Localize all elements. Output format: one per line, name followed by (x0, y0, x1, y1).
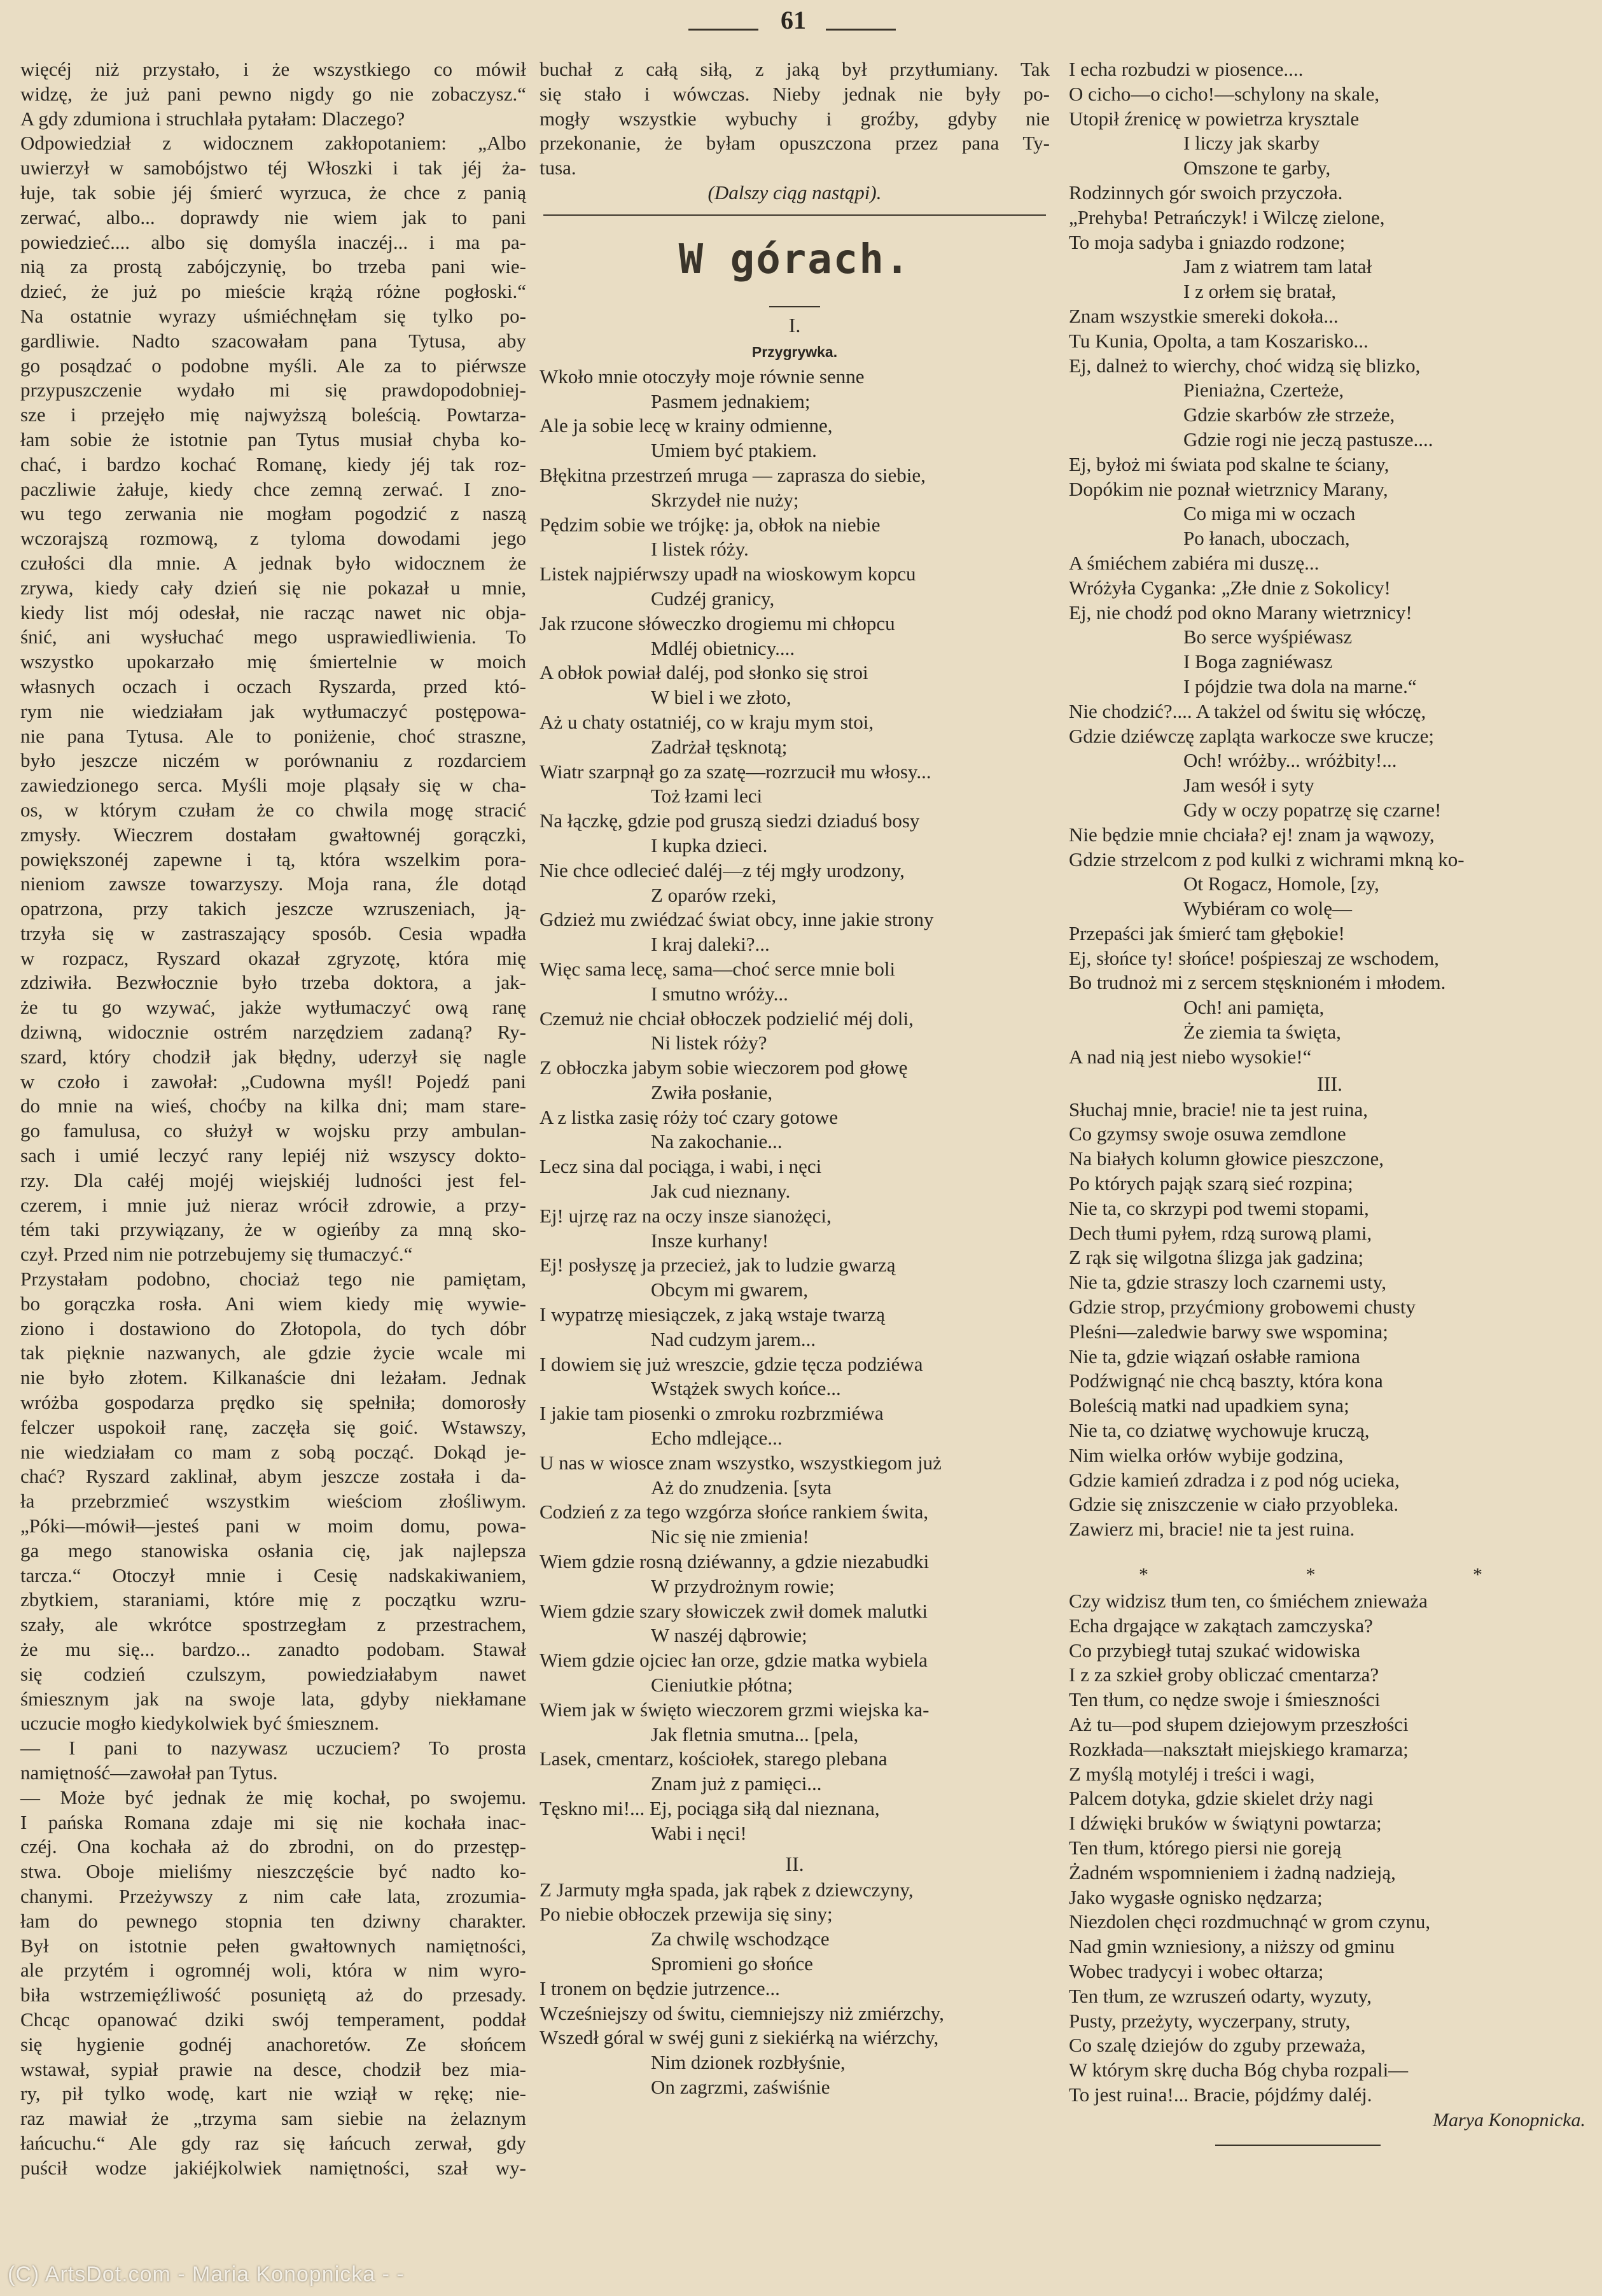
article-line: wczorajszą rozmową, z tyloma dowodami jego (20, 527, 526, 550)
part-1-subtitle: Przygrywka. (751, 343, 838, 360)
article-line: się hygienie godnéj anachoretów. Ze słońcem (20, 2033, 526, 2055)
article-line: „Póki—mówił—jesteś pani w moim domu, powa- (20, 1515, 526, 1537)
article-line: łam do pewnego stopnia ten dziwny charakter. (20, 1909, 526, 1932)
article-line: się codzień czulszym, powiedziałabym nawet (20, 1662, 526, 1685)
article-line: tarcza.“ Otoczył mnie i Cesię nadskakiwaniem, (20, 1564, 526, 1586)
part-3-verses (1069, 1098, 1591, 1542)
verse-line: Znam wszystkie smereki dokoła... (1069, 304, 1339, 327)
verse-line: Niezdolen chęci rozdmuchnąć w grom czynu, (1069, 1910, 1431, 1933)
verse-line: Nie ta, gdzie wiązań osłabłe ramiona (1069, 1345, 1360, 1368)
article-line: zmysły. Wieczrem dostałam gwałtownéj gorączki, (20, 823, 526, 846)
article-line: — Może być jednak że mię kochał, po swojemu. (20, 1786, 526, 1809)
verse-line: Wabi i nęci! (651, 1821, 747, 1844)
verse-line: Żadném wspomnieniem i żadną nadzieją, (1069, 1861, 1396, 1884)
verse-line: Nie chodzić?.... A takżel od świtu się włóczę, (1069, 699, 1426, 722)
article-line: uwierzył w samobójstwo téj Włoszki i tak jéj ża- (20, 157, 526, 179)
verse-line: Umiem być ptakiem. (651, 439, 817, 462)
verse-line: Cieniutkie płótna; (651, 1674, 793, 1697)
verse-line: Gdy w oczy popatrzę się czarne! (1183, 798, 1442, 821)
verse-line: W którym skrę ducha Bóg chyba rozpali— (1069, 2059, 1409, 2082)
article-line: łuje, tak sobie jéj śmierć wyrzuca, że chce z panią (20, 181, 526, 204)
article-line: trzyła się w zastraszający sposób. Cesia wpadła (20, 921, 526, 944)
article-line: os, w którym czułam że co chwila mogę stracić (20, 798, 526, 821)
header-rule-left (688, 29, 758, 31)
verse-line: Ten tłum, ze wzruszeń odarty, wyzuty, (1069, 1984, 1372, 2007)
verse-line: Z rąk się wilgotna ślizga jak gadzina; (1069, 1246, 1364, 1269)
article-line: buchał z całą siłą, z jaką był przytłumiany. Tak (540, 58, 1050, 80)
verse-line: Palcem dotyka, gdzie skielet drży nagi (1069, 1787, 1374, 1810)
verse-line: Ni listek róży? (651, 1032, 767, 1054)
verse-line: Bo trudnoż mi z sercem stęsknioném i młodem. (1069, 971, 1446, 994)
article-line: w rozpacz, Ryszard okazał zgryzotę, która mię (20, 946, 526, 969)
article-line: stwa. Oboje mieliśmy nieszczęście być nadto ko- (20, 1860, 526, 1883)
verse-line: Rozkłada—nakształt miejskiego kramarza; (1069, 1737, 1409, 1760)
verse-line: Na łączkę, gdzie pod gruszą siedzi dziaduś bosy (540, 809, 920, 832)
verse-line: Omszone te garby, (1183, 157, 1331, 179)
part-2-numeral: II. (785, 1852, 804, 1875)
verse-line: Na zakochanie... (651, 1130, 783, 1153)
article-line: przypuszczenie wydało mi się prawdopodobniej- (20, 379, 526, 402)
article-line: łańcuchu.“ Ale gdy raz się łańcuch zerwał, gdy (20, 2131, 526, 2154)
article-line: było jeszcze niczém w porównaniu z rozdarciem (20, 749, 526, 772)
verse-line: Insze kurhany! (651, 1229, 769, 1252)
verse-line: Nad cudzym jarem... (651, 1327, 816, 1350)
article-line: sach i umié leczyć rany lepiéj niż wszyscy dokto- (20, 1144, 526, 1167)
verse-line: Po których pająk szarą sieć rozpina; (1069, 1172, 1353, 1195)
part-1-verses (540, 365, 1050, 1846)
verse-line: Boleścią matki nad upadkiem syna; (1069, 1394, 1349, 1417)
verse-line: Zwiła posłanie, (651, 1081, 773, 1103)
verse-line: Echa drgające w zakątach zamczyska? (1069, 1614, 1373, 1637)
title-rule (769, 306, 820, 307)
article-line: czéj. Ona kochała aż do zbrodni, on do przestęp- (20, 1835, 526, 1858)
verse-line: Wiem gdzie szary słowiczek zwił domek malutki (540, 1599, 928, 1622)
verse-line: I echa rozbudzi w piosence.... (1069, 58, 1304, 80)
continued-note: (Dalszy ciąg nastąpi). (707, 181, 882, 204)
verse-line: Gdzie strop, przyćmiony grobowemi chusty (1069, 1296, 1416, 1319)
article-line: nią za prostą zabójczynię, bo trzeba pani wie- (20, 255, 526, 278)
verse-line: I wypatrzę miesiączek, z jaką wstaje twarzą (540, 1303, 886, 1326)
verse-line: Czemuż nie chciał obłoczek podzielić méj doli, (540, 1007, 914, 1030)
verse-line: Pusty, przeżyty, wyczerpany, struty, (1069, 2009, 1351, 2032)
verse-line: Aż do znudzenia. [syta (651, 1476, 832, 1499)
part-4-verses (1069, 1589, 1591, 2108)
article-line: dziwną, widocznie ostrém narzędziem zadaną? Ry- (20, 1021, 526, 1044)
verse-line: Na białych kolumn głowice pieszczone, (1069, 1147, 1384, 1170)
verse-line: Wstążek swych końce... (651, 1377, 841, 1400)
verse-line: Wybiéram co wolę— (1183, 897, 1352, 920)
verse-line: Po niebie obłoczek przewija się siny; (540, 1903, 833, 1926)
article-line: nie było złotem. Kilkanaście dni leżałam. Jednak (20, 1366, 526, 1389)
article-line: go famulusa, co służył w wojsku przy ambulan- (20, 1119, 526, 1142)
article-line: wróżba gospodarza prędko się spełniła; domorosły (20, 1391, 526, 1414)
article-line: ła przebrzmieć wszystkim wieściom złośliwym. (20, 1490, 526, 1513)
verse-line: Więc sama lecę, sama—choć serce mnie boli (540, 957, 896, 980)
verse-line: Z obłoczka jabym sobie wieczorem pod głowę (540, 1056, 908, 1079)
verse-line: Nie ta, co skrzypi pod twemi stopami, (1069, 1196, 1369, 1219)
verse-line: Nad gmin wzniesiony, a niższy od gminu (1069, 1935, 1395, 1958)
verse-line: Ale ja sobie lecę w krainy odmienne, (540, 414, 833, 437)
verse-line: Gdzie dziéwczę zapląta warkocze swe krucze; (1069, 724, 1434, 747)
verse-line: Jak rzucone słóweczko drogiemu mi chłopcu (540, 612, 895, 634)
verse-line: „Prehyba! Petrańczyk! i Wilczę zielone, (1069, 206, 1385, 228)
article-line: przekonanie, że byłam opuszczona przez pana Ty- (540, 132, 1050, 155)
article-line: ziono i dostawiono do Złotopola, do tych dóbr (20, 1317, 526, 1340)
verse-line: I z za szkieł groby obliczać cmentarza? (1069, 1663, 1379, 1686)
article-line: się stało i wówczas. Nieby jednak nie były po- (540, 82, 1050, 105)
verse-line: Pleśni—zaledwie barwy swe wspomina; (1069, 1320, 1388, 1343)
verse-line: Z Jarmuty mgła spada, jak rąbek z dziewczyny, (540, 1878, 914, 1901)
verse-line: On zagrzmi, zaświśnie (651, 2075, 830, 2098)
verse-line: Co przybiegł tutaj szukać widowiska (1069, 1639, 1361, 1662)
verse-line: I kraj daleki?... (651, 933, 770, 956)
verse-line: Aż u chaty ostatniéj, co w kraju mym stoi, (540, 710, 874, 733)
article-line: — I pani to nazywasz uczuciem? To prosta (20, 1737, 526, 1760)
verse-line: Och! wróżby... wróżbity!... (1183, 749, 1397, 772)
verse-line: To jest ruina!... Bracie, pójdźmy daléj. (1069, 2083, 1372, 2106)
verse-line: Wcześniejszy od świtu, ciemniejszy niż zmiérzchy, (540, 2001, 944, 2024)
verse-line: Gdzie kamień zdradza i z pod nóg ucieka, (1069, 1468, 1400, 1491)
verse-line: Dopókim nie poznał wietrznicy Marany, (1069, 477, 1388, 500)
verse-line: Nic się nie zmienia! (651, 1525, 809, 1548)
article-line: że mu się... bardzo... zanadto podobam. Stawał (20, 1638, 526, 1660)
verse-line: I liczy jak skarby (1183, 132, 1320, 155)
article-line: felczer uspokoił ranę, zaczęła się goić. Wstawszy, (20, 1415, 526, 1438)
article-line: bo gorączka rosła. Ani wiem kiedy mię wywie- (20, 1292, 526, 1315)
verse-line: I smutno wróży... (651, 982, 788, 1005)
verse-line: Wkoło mnie otoczyły moje równie senne (540, 365, 865, 388)
verse-line: I pójdzie twa dola na marne.“ (1183, 675, 1417, 697)
verse-line: Pasmem jednakiem; (651, 389, 811, 412)
article-line: tusa. (540, 157, 576, 179)
article-line: więcéj niż przystało, i że wszystkiego co mówił (20, 58, 526, 80)
article-line: czułości dla mnie. A jednak było widocznem że (20, 551, 526, 574)
verse-line: Z oparów rzeki, (651, 883, 777, 906)
verse-line: Słuchaj mnie, bracie! nie ta jest ruina, (1069, 1098, 1368, 1121)
verse-line: Nim wielka orłów wybije godzina, (1069, 1443, 1344, 1466)
verse-line: Co gzymsy swoje osuwa zemdlone (1069, 1123, 1346, 1145)
article-line: zrywa, kiedy cały dzień się nie pokazał u mnie, (20, 576, 526, 599)
verse-line: Znam już z pamięci... (651, 1772, 822, 1795)
verse-line: Mdléj obietnicy.... (651, 636, 795, 659)
verse-line: Ej, byłoż mi świata pod skalne te ściany, (1069, 452, 1390, 475)
verse-line: Gdzie się zniszczenie w ciało przyoblekа. (1069, 1493, 1399, 1516)
verse-line: I dowiem się już wreszcie, gdzie tęcza podziéwa (540, 1352, 923, 1375)
article-line: śmiesznym jak na swoje lata, gdyby niekłamane (20, 1687, 526, 1710)
article-line: zbytkiem, staraniami, które mię z początku wzru- (20, 1588, 526, 1611)
article-line: chać, i bardzo kochać Romanę, kiedy jéj tak roz- (20, 452, 526, 475)
article-line: opatrzona, przy takich jeszcze wzruszeniach, ją- (20, 897, 526, 920)
article-line: ale przytém i ogromnéj woli, która w nim wyro- (20, 1959, 526, 1982)
header-rule-right (826, 29, 896, 31)
verse-line: Gdzie rogi nie jeczą pastusze.... (1183, 428, 1433, 451)
story-ending (540, 57, 1050, 181)
verse-line: A z listka zasię róży toć czary gotowe (540, 1105, 839, 1128)
verse-line: Ej, dalneż to wierchy, choć widzą się blizko, (1069, 354, 1421, 377)
verse-line: Błękitna przestrzeń mruga — zaprasza do siebie, (540, 463, 926, 486)
verse-line: A nad nią jest niebo wysokie!“ (1069, 1045, 1312, 1068)
article-line: szard, który chodził jak błędny, uderzył się nagle (20, 1045, 526, 1068)
article-line: do mnie na wieś, choćby na kilka dni; mam stare- (20, 1095, 526, 1117)
article-line: w czoło i zawołał: „Cudowna myśl! Pojedź pani (20, 1070, 526, 1093)
verse-line: Podźwignąć nie chcą baszty, która kona (1069, 1369, 1383, 1392)
article-line: Chcąc opanować dziki swój temperament, poddał (20, 2008, 526, 2031)
article-line: chanymi. Przeżywszy z nim całe lata, zrozumia- (20, 1884, 526, 1907)
author-signature: Marya Konopnicka. (1433, 2109, 1585, 2131)
end-rule (1215, 2145, 1381, 2146)
verse-line: Toż łzami leci (651, 785, 763, 808)
page-number: 61 (781, 6, 806, 34)
article-line: go posądzać o podobne myśli. Ale za to piérwsze (20, 354, 526, 377)
article-line: czerem, i mnie już nieraz wrócił zdrowie, a przy- (20, 1193, 526, 1216)
verse-line: Wróżyła Cyganka: „Złe dnie z Sokolicy! (1069, 576, 1391, 599)
verse-line: Czy widzisz tłum ten, co śmiéchem znieważa (1069, 1590, 1428, 1613)
verse-line: Co miga mi w oczach (1183, 502, 1356, 525)
column-2 (540, 57, 1050, 2100)
article-line: biła wstrzemięźliwość posuniętą aż do przesady. (20, 1984, 526, 2006)
verse-line: Lasek, cmentarz, kościołek, starego plebana (540, 1747, 888, 1770)
verse-line: Nie ta, gdzie straszy loch czarnemi usty, (1069, 1271, 1386, 1294)
verse-line: I Boga zagniéwasz (1183, 650, 1333, 673)
article-line: czył. Przed nim nie potrzebujemy się tłumaczyć.“ (20, 1243, 413, 1266)
verse-line: Że ziemia ta święta, (1183, 1021, 1341, 1044)
verse-line: Ot Rogacz, Homole, [zy, (1183, 872, 1379, 895)
column-1 (20, 57, 526, 2181)
verse-line: Listek najpiérwszy upadł na wioskowym kopcu (540, 563, 916, 585)
verse-line: Nie ta, co dziatwę wychowuje kruczą, (1069, 1419, 1370, 1442)
verse-line: Cudzéj granicy, (651, 587, 775, 610)
column-3 (1069, 57, 1591, 2150)
article-line: puścił wodze jakiéjkolwiek namiętności, szał wy- (20, 2156, 526, 2179)
verse-line: Ej, nie chodź pod okno Marany wietrznicy! (1069, 601, 1412, 624)
article-line: Na ostatnie wyrazy uśmiéchnęłam się tylko po- (20, 304, 526, 327)
verse-line: I dźwięki bruków w świątyni powtarza; (1069, 1812, 1382, 1835)
article-line: śnić, ani wysłuchać mego usprawiedliwienia. To (20, 626, 526, 648)
verse-line: Ej! posłyszę ja przecież, jak to ludzie gwarzą (540, 1254, 896, 1277)
article-line: zerwać, albo... doprawdy nie wiem jak to pani (20, 206, 526, 228)
verse-line: Za chwilę wschodzące (651, 1928, 830, 1950)
article-line: zdziwiła. Bezwłocznie było trzeba doktora, a jak- (20, 971, 526, 994)
verse-line: Obcym mi gwarem, (651, 1278, 809, 1301)
verse-line: Nie będzie mnie chciała? ej! znam ja wąwozy, (1069, 823, 1435, 846)
verse-line: Zadrżał tęsknotą; (651, 735, 788, 758)
article-line: ga mego stanowiska osłania cię, jak najlepsza (20, 1539, 526, 1562)
article-line: tém taki przywiązany, że w ogieńby za mną sko- (20, 1218, 526, 1241)
verse-line: Jak fletnia smutna... [pela, (651, 1723, 859, 1746)
article-line: wu tego zerwania nie mogłam pogodzić z naszą (20, 502, 526, 525)
article-line: wszystko upokarzało mię śmiertelnie w moich (20, 650, 526, 673)
verse-line: Wiem gdzie ojciec łan orze, gdzie matka wybiela (540, 1649, 928, 1672)
article-line: łam sobie że istotnie pan Tytus musiał chyba ko- (20, 428, 526, 451)
verse-line: A obłok powiał daléj, pod słonko się stroi (540, 661, 868, 684)
verse-line: Gdzie strzelcom z pod kulki z wichrami mkną ko- (1069, 848, 1465, 871)
verse-line: Wiem gdzie rosną dziéwanny, a gdzie niezabudki (540, 1550, 930, 1573)
article-line: Przystałam podobno, chociaż tego nie pamiętam, (20, 1268, 526, 1291)
verse-line: To moja sadyba i gniazdo rodzone; (1069, 230, 1346, 253)
verse-line: Tęskno mi!... Ej, pociąga siłą dal nieznana, (540, 1797, 880, 1819)
article-line: paczliwie żałuje, kiedy chce zemną zerwać. I zno- (20, 477, 526, 500)
verse-line: Bo serce wyśpiéwasz (1183, 626, 1353, 648)
section-stars: * * * (1139, 1564, 1559, 1586)
verse-line: I jakie tam piosenki o zmroku rozbrzmiéwa (540, 1402, 884, 1425)
article-line: ry, pił tylko wodę, kart nie wziął w rękę; nie- (20, 2082, 526, 2105)
article-line: gardliwie. Nadto szacowałam pana Tytusa, aby (20, 329, 526, 352)
article-line: raz mawiał że „trzyma sam siebie na żelaznym (20, 2107, 526, 2130)
article-line: sze i przejęło mię najwyższą boleścią. Powtarza- (20, 403, 526, 426)
article-line: rym nie wiedziałam jak wytłumaczyć postępowa- (20, 699, 526, 722)
verse-line: Rodzinnych gór swoich przyczoła. (1069, 181, 1343, 204)
verse-line: Gdzie skarbów złe strzeże, (1183, 403, 1395, 426)
part-2-verses-a (540, 1878, 1050, 2100)
verse-line: Wiem jak w święto wieczorem grzmi wiejska ka- (540, 1698, 930, 1721)
verse-line: Jam wesół i syty (1183, 774, 1314, 797)
verse-line: Lecz sina dal pociąga, i wabi, i nęci (540, 1155, 822, 1178)
verse-line: I z orłem się bratał, (1183, 280, 1337, 303)
verse-line: Utopił źrenicę w powietrza krysztale (1069, 107, 1360, 130)
verse-line: Skrzydeł nie nuży; (651, 488, 799, 511)
article-line: nieniom zawsze towarzyszy. Moja rana, źle dotąd (20, 872, 526, 895)
verse-line: Jako wygasłe ognisko nędzarza; (1069, 1886, 1323, 1908)
verse-line: Ten tłum, którego piersi nie goreją (1069, 1836, 1342, 1859)
article-line: powiększonéj zapewne i tą, która wszelkim pora- (20, 848, 526, 871)
article-line: nie wiedziałam co mam z sobą począć. Dokąd je- (20, 1440, 526, 1463)
article-line: kiedy list mój odesłał, nie racząc nawet nic obja- (20, 601, 526, 624)
verse-line: Po łanach, uboczach, (1183, 527, 1350, 550)
article-line: tak pięknie nazwanych, ale gdzie życie wcale mi (20, 1341, 526, 1364)
verse-line: Jam z wiatrem tam latał (1183, 255, 1372, 278)
article-line: zawiedzionego serca. Myśli moje pląsały się w cha- (20, 774, 526, 797)
verse-line: Ten tłum, co nędze swoje i śmieszności (1069, 1688, 1381, 1711)
article-line: powiedzieć.... albo się domyśla inaczéj... i ma pa- (20, 230, 526, 253)
article-line: chać? Ryszard zaklinał, abym jeszcze została i da- (20, 1465, 526, 1488)
verse-line: Wobec tradycyi i wobec ołtarza; (1069, 1959, 1324, 1982)
part-1-numeral: I. (788, 313, 801, 337)
verse-line: Nie chce odlecieć daléj—z téj mgły urodzony, (540, 858, 905, 881)
verse-line: I listek róży. (651, 538, 749, 561)
article-line: własnych oczach i oczach Ryszarda, przed któ- (20, 675, 526, 697)
verse-line: Dech tłumi pyłem, rdzą surową plami, (1069, 1221, 1372, 1244)
article-line: Odpowiedział z widocznem zakłopotaniem: „Albo (20, 132, 526, 155)
verse-line: I tronem on będzie jutrzence... (540, 1977, 780, 1999)
verse-line: Spromieni go słońce (651, 1952, 813, 1975)
article-line: szały, ale wkrótce spostrzegłam z przestrachem, (20, 1613, 526, 1636)
verse-line: Ej! ujrzę raz na oczy insze sianożęci, (540, 1204, 832, 1227)
article-line: Był on istotnie pełen gwałtownych namiętności, (20, 1934, 526, 1957)
verse-line: Co szalę dziejów do zguby przeważa, (1069, 2034, 1366, 2057)
article-line: I pańska Romana zdaje mi się nie kochała inac- (20, 1810, 526, 1833)
verse-line: Przepaści jak śmierć tam głębokie! (1069, 921, 1345, 944)
verse-line: W przydrożnym rowie; (651, 1574, 835, 1597)
verse-line: A śmiéchem zabiéra mi duszę... (1069, 551, 1320, 574)
article-line: widzę, że już pani pewno nigdy go nie zobaczysz.“ (20, 82, 526, 105)
article-line: nie pana Tytusa. Ale to poniżenie, choć straszne, (20, 724, 526, 747)
verse-line: W naszéj dąbrowie; (651, 1624, 807, 1647)
verse-line: Wiatr szarpnął go za szatę—rozrzucił mu włosy... (540, 760, 931, 783)
verse-line: Z myślą motyléj i treści i wagi, (1069, 1762, 1315, 1785)
verse-line: Gdzież mu zwiédzać świat obcy, inne jakie strony (540, 908, 934, 931)
verse-line: Nim dzionek rozbłyśnie, (651, 2051, 846, 2074)
verse-line: Aż tu—pod słupem dziejowym przeszłości (1069, 1713, 1409, 1735)
verse-line: O cicho—o cicho!—schylony na skale, (1069, 82, 1380, 105)
verse-line: Wszedł góral w swéj guni z siekiérką na wiérzchy, (540, 2026, 939, 2049)
watermark: (C) ArtsDot.com - Maria Konopnicka - - (8, 2262, 405, 2286)
article-line: namiętność—zawołał pan Tytus. (20, 1761, 278, 1784)
article-line: rzy. Dla całéj mojéj wiejskiéj ludności jest fel- (20, 1168, 526, 1191)
verse-line: Jak cud nieznany. (651, 1180, 791, 1203)
verse-line: Echo mdlejące... (651, 1427, 783, 1450)
part-2-verses-b (1069, 57, 1591, 1070)
verse-line: U nas w wiosce znam wszystko, wszystkiegom już (540, 1451, 942, 1474)
verse-line: Ej, słońce ty! słońce! pośpieszaj ze wschodem, (1069, 946, 1439, 969)
article-line: wstawał, sypiał prawie na desce, chodził bez mia- (20, 2057, 526, 2080)
article-line: dzieć, że już po mieście krążą różne pogłoski.“ (20, 280, 526, 303)
article-line: uczucie mogło kiedykolwiek być śmiesznem. (20, 1712, 379, 1735)
page-header (0, 5, 1602, 43)
verse-line: Tu Kunia, Opolta, a tam Koszarisko... (1069, 329, 1369, 352)
article-line: A gdy zdumiona i struchlała pytałam: Dlaczego? (20, 107, 405, 130)
section-rule (543, 214, 1046, 216)
verse-line: Zawierz mi, bracie! nie ta jest ruina. (1069, 1518, 1355, 1541)
article-line: że tu go wzywać, jakże wytłumaczyć ową ranę (20, 996, 526, 1019)
verse-line: Pędzim sobie we trójkę: ja, obłok na niebie (540, 513, 881, 536)
article-line: mogły wszystkie wybuchy i groźby, gdyby nie (540, 107, 1050, 130)
poem-title: W górach. (678, 235, 911, 283)
verse-line: I kupka dzieci. (651, 834, 768, 857)
part-3-numeral: III. (1317, 1072, 1342, 1095)
verse-line: Codzień z za tego wzgórza słońce rankiem świta, (540, 1501, 929, 1523)
verse-line: Pieniażna, Czerteże, (1183, 379, 1344, 402)
verse-line: Och! ani pamięta, (1183, 996, 1325, 1019)
verse-line: W biel i we złoto, (651, 686, 791, 709)
